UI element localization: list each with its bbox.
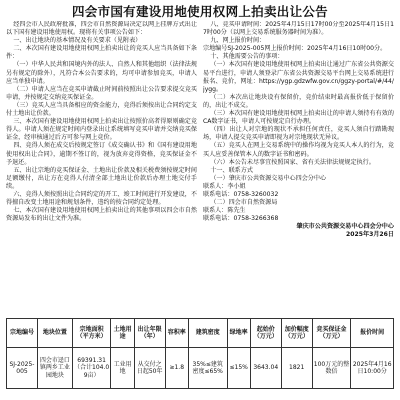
table-header: 报价时间 [351,319,394,348]
paragraph: （三）本次国有建设用地使用权网上拍卖出让的申请人须持有有效的CA数字证书，申请人可按规定自行办理。 [203,110,394,126]
table-cell: SJ-2025-005 [7,348,38,389]
table-header: 出让年限（年） [134,319,165,348]
table-header: 建筑密度 [188,319,227,348]
table-header: 起始价（万元） [250,319,281,348]
paragraph: （三）竞买人应当具备相应的资金能力，竞得后须按出让合同约定支付土地出让价款。 [6,101,197,118]
paragraph: （一）中华人民共和国境内外的法人、自然人和其他组织（法律法规另有规定的除外），凡符合本公告要求的，均可申请参加竞买，申请人应当单独申请。 [6,61,197,85]
signature-date: 2025年3月26日 [346,231,394,239]
paragraph: （一）本次国有建设用地使用权网上拍卖出让通过广东省公共资源交易平台进行，申请人须登录广东省公共资源交易平台网上交易系统进行报名、竞价，网址：https://ygp.gdzwfw.gov.cn/ggzy-portal/#/44/jygg。 [203,61,394,93]
contact-line: 联系电话：0758-3260032 [203,190,279,198]
paragraph: 五、出让宗地的竞买保证金、土地出让价款及相关税费须按规定时间足额缴付，出让方在竞得人付清全部土地出让价款后办理土地交付手续。 [6,166,197,190]
paragraph: （六）本公告未尽事宜按照国家、省有关法律法规规定执行。 [210,158,375,166]
paragraph: （二）四会市自然资源局 [210,199,278,207]
paragraph: 四、竞得人须在成交后按规定签订《成交确认书》和《国有建设用地使用权出让合同》，逾期不签订的，视为放弃竞得资格，竞买保证金不予退还。 [6,142,197,166]
left-column [6,21,197,314]
table-header: 加价幅度（万元） [281,319,312,348]
right-column [203,21,394,314]
table-header: 地块位置 [37,319,72,348]
table-header-row [7,319,394,348]
paragraph: （四）出让人对宗地的现状不承担任何责任，竞买人须自行踏勘现场，申请人提交竞买申请即视为对宗地现状无异议。 [203,126,394,142]
table-cell: ≥1.8 [165,348,188,389]
table-cell: 100万元的整数倍 [312,348,351,389]
paragraph: 宗地编号SJ-2025-005网上报价时间：2025年4月16日10时00分。 [203,45,387,53]
table-cell: 1821 [281,348,312,389]
contact-line: 联系人：陈先生 [203,207,246,215]
table-cell: 从交付之日起50年 [134,348,165,389]
paragraph: 二、本次国有建设用地使用权网上拍卖出让的竞买人应当具备如下条件： [6,45,197,61]
contact-line: 联系人：李小姐 [203,182,246,190]
paragraph: 六、竞得人须按照出让合同约定的开工、竣工时间进行开发建设，不得擅自改变土地用途和规划条件，违约的按合同约定处理。 [6,190,197,207]
paragraph: 七、本次国有建设用地使用权网上拍卖出让的其他事项以四会市自然资源局发布的出让文件为准。 [6,207,197,223]
paragraph: 经四会市人民政府批准，四会市自然资源局决定以网上挂牌方式出让以下国有建设用地使用权。现将有关事项公告如下： [6,21,197,37]
paragraph: 一、出让地块的基本情况及有关要求（见附表） [13,37,142,45]
paragraph: （二）申请人应当在竞买申请截止时间前按照出让公告要求提交竞买申请，并按规定交纳竞买保证金。 [6,85,197,101]
table-row [7,348,394,389]
table-header: 容积率 [165,319,188,348]
signature-org: 肇庆市公共资源交易中心四会分中心 [296,223,394,231]
paragraph: 八、竞买申请时间：2025年4月15日17时00分至2025年4月15日17时00分（以网上交易系统服务器时间为准）。 [203,21,394,37]
table-cell: 69391.31（合计104.09亩） [72,348,111,389]
table-cell: 四会市迳口镇两乡工业园地块 [37,348,72,389]
table-cell: 2025年4月16日10:00分 [351,348,394,389]
paragraph: （一）肇庆市公共资源交易中心四会分中心 [210,174,327,182]
contact-line: 联系电话：0758-3266368 [203,215,279,223]
table-header: 宗地面积（平方米） [72,319,111,348]
table-header: 宗地编号 [7,319,38,348]
paragraph: （五）竞买人在网上交易系统中的操作均视为竞买人本人的行为，竞买人应妥善保管本人的数字证书和密码。 [203,142,394,158]
announcement-body [6,21,394,314]
table-cell: 3643.04 [250,348,281,389]
table-cell: 35%≤建筑密度≤65% [188,348,227,389]
table-header: 土地用途 [111,319,134,348]
paragraph: （二）本次出让地块设有保留价，竞价结束时最高报价低于保留价的，出让不成交。 [203,93,394,109]
paragraph: 三、本次国有建设用地使用权网上拍卖出让按照价高者得原则确定竞得人。申请人须在规定时间内登录出让系统填写竞买申请并交纳竞买保证金，经审核通过后方可参与网上竞价。 [6,118,197,142]
parcel-table [6,318,394,389]
paragraph: 十、其他需要公告的事项： [210,53,284,61]
table-header: 绿地率 [227,319,250,348]
page-title: 四会市国有建设用地使用权网上拍卖出让公告 [71,4,328,19]
paragraph: 十一、联系方式 [210,166,253,174]
table-header: 竞买保证金（万元） [312,319,351,348]
table-cell: ≤15% [227,348,250,389]
table-cell: 工业用地 [111,348,134,389]
paragraph: 九、网上报价时间： [210,37,266,45]
